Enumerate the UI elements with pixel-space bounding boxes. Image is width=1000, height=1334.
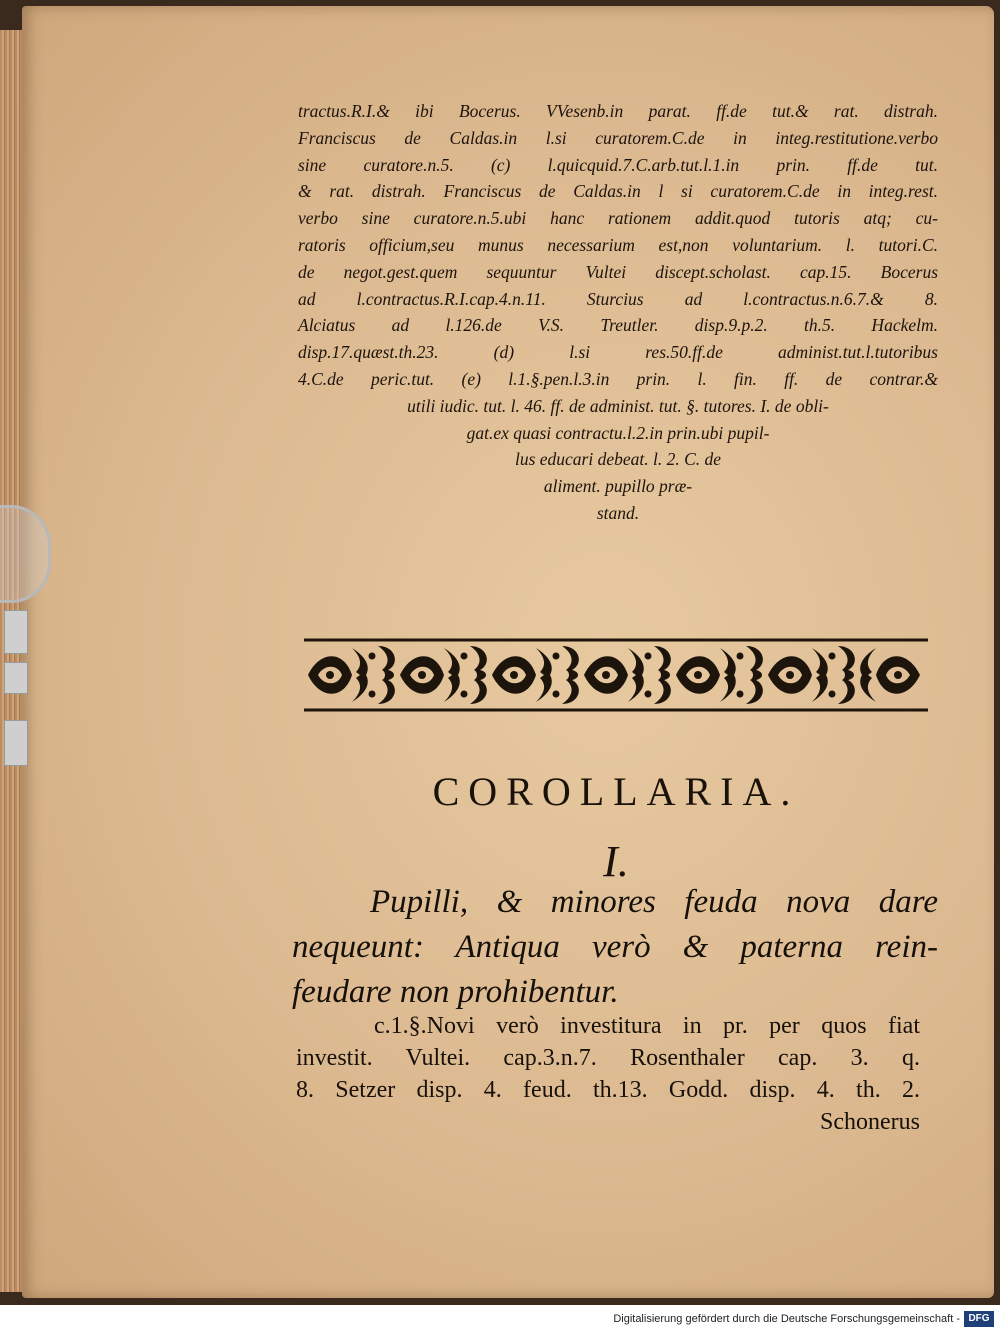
body-line: investit. Vultei. cap.3.n.7. Rosenthaler cap. 3. q. bbox=[296, 1045, 920, 1071]
footnotes-block bbox=[298, 98, 938, 527]
section-heading: COROLLARIA. bbox=[432, 769, 800, 814]
body-line: 8. Setzer disp. 4. feud. th.13. Godd. disp. 4. th. 2. bbox=[296, 1077, 920, 1103]
citation-paragraph bbox=[296, 1010, 920, 1138]
page-edge bbox=[0, 30, 24, 1292]
page-tab bbox=[4, 720, 28, 766]
footnote-line: 4.C.de peric.tut. (e) l.1.§.pen.l.3.in prin. l. fin. ff. de contrar.& bbox=[298, 368, 938, 389]
footnote-line: disp.17.quæst.th.23. (d) l.si res.50.ff.de administ.tut.l.tutoribus bbox=[298, 342, 938, 363]
thesis-text bbox=[292, 880, 938, 1015]
body-line: c.1.§.Novi verò investitura in pr. per quos fiat bbox=[374, 1013, 920, 1039]
footnote-line: gat.ex quasi contractu.l.2.in prin.ubi pupil- bbox=[466, 422, 770, 443]
page-tab bbox=[4, 610, 28, 654]
corollary-number: I. bbox=[603, 837, 629, 886]
catchword: Schonerus bbox=[820, 1109, 920, 1135]
footnote-line: utili iudic. tut. l. 46. ff. de administ. tut. §. tutores. I. de obli- bbox=[407, 395, 829, 416]
footnote-line: tractus.R.I.& ibi Bocerus. VVesenb.in parat. ff.de tut.& rat. distrah. bbox=[298, 101, 938, 121]
footnote-line: verbo sine curatore.n.5.ubi hanc rationem addit.quod tutoris atq; cu- bbox=[298, 208, 938, 229]
footnote-line: aliment. pupillo præ- bbox=[543, 476, 693, 497]
footnote-line: Franciscus de Caldas.in l.si curatorem.C.de in integ.restitutione.verbo bbox=[298, 127, 938, 148]
thesis-line: feudare non prohibentur. bbox=[292, 974, 619, 1010]
footnote-line: lus educari debeat. l. 2. C. de bbox=[514, 449, 722, 470]
thesis-line: nequeunt: Antiqua verò & paterna rein- bbox=[292, 929, 938, 965]
footnote-line: ratoris officium,seu munus necessarium est,non voluntarium. l. tutori.C. bbox=[298, 234, 938, 255]
digitization-footer bbox=[0, 1305, 1000, 1334]
footnote-line: sine curatore.n.5. (c) l.quicquid.7.C.arb.tut.l.1.in prin. ff.de tut. bbox=[298, 154, 938, 175]
funding-credit: Digitalisierung gefördert durch die Deutsche Forschungsgemeinschaft - bbox=[613, 1313, 960, 1325]
footnote-line: ad l.contractus.R.I.cap.4.n.11. Sturcius ad l.contractus.n.6.7.& 8. bbox=[298, 288, 938, 309]
thesis-line: Pupilli, & minores feuda nova dare bbox=[370, 884, 938, 920]
footnote-line: stand. bbox=[596, 502, 640, 523]
printers-ornament bbox=[300, 636, 932, 714]
dfg-logo: DFG bbox=[964, 1311, 994, 1327]
footnote-line: de negot.gest.quem sequuntur Vultei discept.scholast. cap.15. Bocerus bbox=[298, 261, 938, 282]
footnote-line: Alciatus ad l.126.de V.S. Treutler. disp.9.p.2. th.5. Hackelm. bbox=[298, 315, 938, 336]
page-tab bbox=[4, 662, 28, 694]
footnote-line: & rat. distrah. Franciscus de Caldas.in l si curatorem.C.de in integ.rest. bbox=[298, 181, 938, 202]
